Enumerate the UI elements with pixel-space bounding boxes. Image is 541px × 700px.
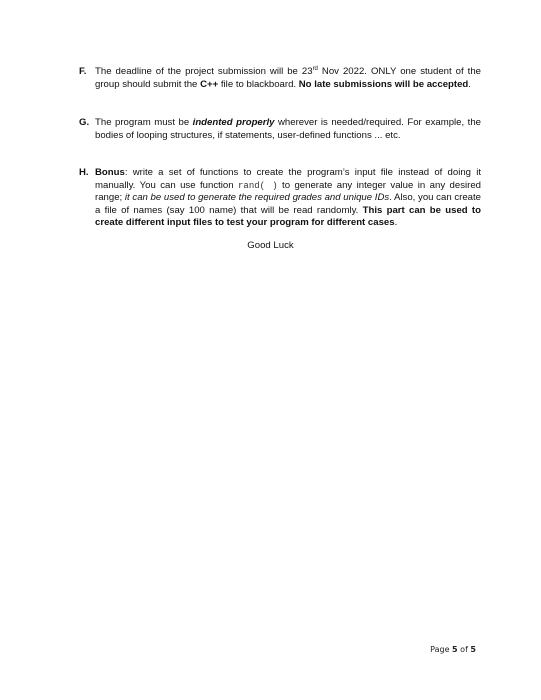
item-h-text-2: to generate any integer value in any desired range; [95, 179, 482, 204]
closing-text: Good Luck [247, 240, 294, 251]
item-f-bold-cpp: C++ [200, 78, 219, 90]
footer-total-pages: 5 [470, 645, 476, 654]
item-h-text [95, 167, 481, 230]
item-h-bold-bonus: Bonus [95, 167, 125, 178]
item-h-bonus [79, 167, 481, 230]
item-h-italic: it can be used to generate the required grades and unique IDs [124, 192, 390, 204]
footer-current-page: 5 [452, 645, 458, 654]
page-footer [430, 645, 476, 654]
item-f-text [95, 66, 481, 91]
item-g-text-1: The program must be [95, 117, 193, 128]
item-f-bold-late: No late submissions will be accepted [298, 78, 469, 90]
item-g-bold-italic: indented properly [192, 117, 275, 128]
item-f-text-1: The deadline of the project submission will be 23 [95, 66, 313, 77]
item-h-text-3: . Also, you can create a file of names (say 100 name) that will be read randomly. [95, 192, 482, 216]
item-f-letter: F. [79, 66, 87, 77]
item-h-letter: H. [79, 167, 89, 178]
item-g-indentation [79, 117, 481, 142]
item-h-text-1: : write a set of functions to create the program’s input file instead of doing it manually. You can use function [95, 167, 481, 191]
item-g-letter: G. [79, 117, 90, 128]
footer-of-word: of [457, 645, 471, 654]
item-h-bold-part: This part can be used to create different input files to test your program for different cases [95, 204, 481, 229]
item-g-text [95, 117, 481, 142]
item-f-text-2: Nov 2022. ONLY one student of the group should submit the [95, 66, 481, 90]
item-h-code: rand( ) [238, 180, 278, 191]
footer-page-word: Page [430, 645, 453, 654]
item-h-text-4: . [394, 217, 398, 229]
item-f-superscript: rd [312, 66, 318, 72]
item-g-text-2: wherever is needed/required. For example, the bodies of looping structures, if statements, user-defined functions ... etc. [95, 117, 481, 141]
item-f-text-3: file to blackboard. [218, 78, 299, 90]
item-f-text-4: . [468, 78, 471, 90]
item-f-deadline [79, 66, 481, 91]
